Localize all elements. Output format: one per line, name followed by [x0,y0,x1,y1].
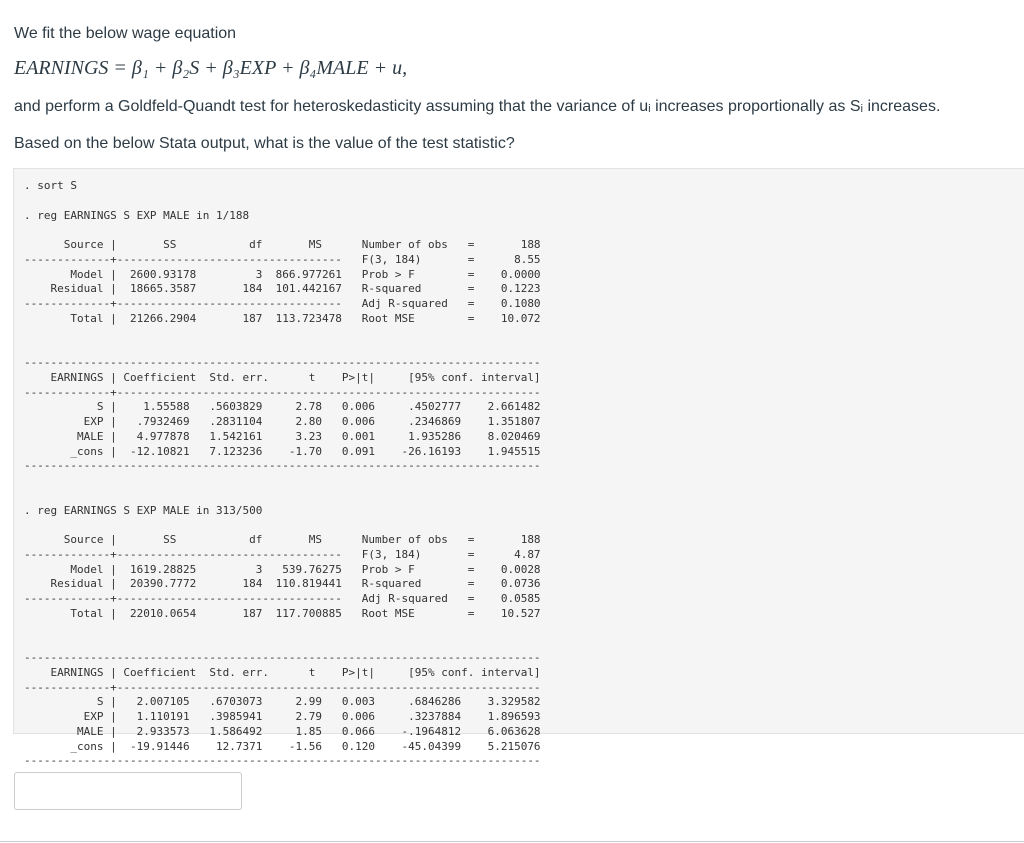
stata-line: S | 1.55588 .5603829 2.78 0.006 .4502777 2.661482 [24,400,541,414]
stata-line: ------------------------------------------------------------------------------ [24,459,541,473]
bottom-divider [0,841,1024,842]
question-intro: We fit the below wage equation [14,25,237,42]
stata-line: MALE | 4.977878 1.542161 3.23 0.001 1.935286 8.020469 [24,429,541,443]
stata-output-block [13,168,1024,768]
stata-line: ------------------------------------------------------------------------------ [24,356,541,369]
stata-line: ------------------------------------------------------------------------------ [24,754,541,768]
stata-line: -------------+---------------------------------------------------------------- [24,680,541,694]
stata-line: -------------+---------------------------------- F(3, 184) = 8.55 [24,252,541,266]
stata-line: Source | SS df MS Number of obs = 188 [24,533,541,546]
stata-line: ------------------------------------------------------------------------------ [24,651,541,664]
question-prompt: Based on the below Stata output, what is the value of the test statistic? [14,135,515,152]
stata-line: -------------+---------------------------------- F(3, 184) = 4.87 [24,547,541,561]
stata-line: Total | 21266.2904 187 113.723478 Root MSE = 10.072 [24,311,541,325]
stata-line: Source | SS df MS Number of obs = 188 [24,238,541,251]
answer-input[interactable] [14,772,242,810]
stata-line: _cons | -12.10821 7.123236 -1.70 0.091 -26.16193 1.945515 [24,444,541,458]
stata-line: EXP | 1.110191 .3985941 2.79 0.006 .3237884 1.896593 [24,710,541,723]
wage-equation: EARNINGS = β₁ + β₂S + β₃EXP + β₄MALE + u, [14,57,408,79]
stata-line: Residual | 18665.3587 184 101.442167 R-squared = 0.1223 [24,282,541,296]
stata-line: MALE | 2.933573 1.586492 1.85 0.066 -.1964812 6.063628 [24,724,541,738]
stata-line: Model | 1619.28825 3 539.76275 Prob > F = 0.0028 [24,562,541,576]
stata-line: S | 2.007105 .6703073 2.99 0.003 .6846286 3.329582 [24,695,541,709]
stata-line: EARNINGS | Coefficient Std. err. t P>|t| [95% conf. interval] [24,370,541,384]
stata-line: -------------+---------------------------------------------------------------- [24,385,541,399]
stata-line: . reg EARNINGS S EXP MALE in 1/188 [24,208,250,222]
stata-line: . sort S [24,179,77,192]
stata-line: . reg EARNINGS S EXP MALE in 313/500 [24,503,263,517]
stata-line: Model | 2600.93178 3 866.977261 Prob > F = 0.0000 [24,267,541,281]
stata-line: EARNINGS | Coefficient Std. err. t P>|t| [95% conf. interval] [24,665,541,679]
stata-line: Total | 22010.0654 187 117.700885 Root MSE = 10.527 [24,606,541,620]
stata-line: -------------+---------------------------------- Adj R-squared = 0.0585 [24,592,541,605]
question-instruction: and perform a Goldfeld-Quandt test for heteroskedasticity assuming that the variance of uᵢ increases proportionally as Sᵢ increases. [14,98,941,115]
stata-line: -------------+---------------------------------- Adj R-squared = 0.1080 [24,297,541,310]
stata-line: EXP | .7932469 .2831104 2.80 0.006 .2346869 1.351807 [24,415,541,428]
stata-line: _cons | -19.91446 12.7371 -1.56 0.120 -45.04399 5.215076 [24,739,541,753]
stata-line: Residual | 20390.7772 184 110.819441 R-squared = 0.0736 [24,577,541,591]
